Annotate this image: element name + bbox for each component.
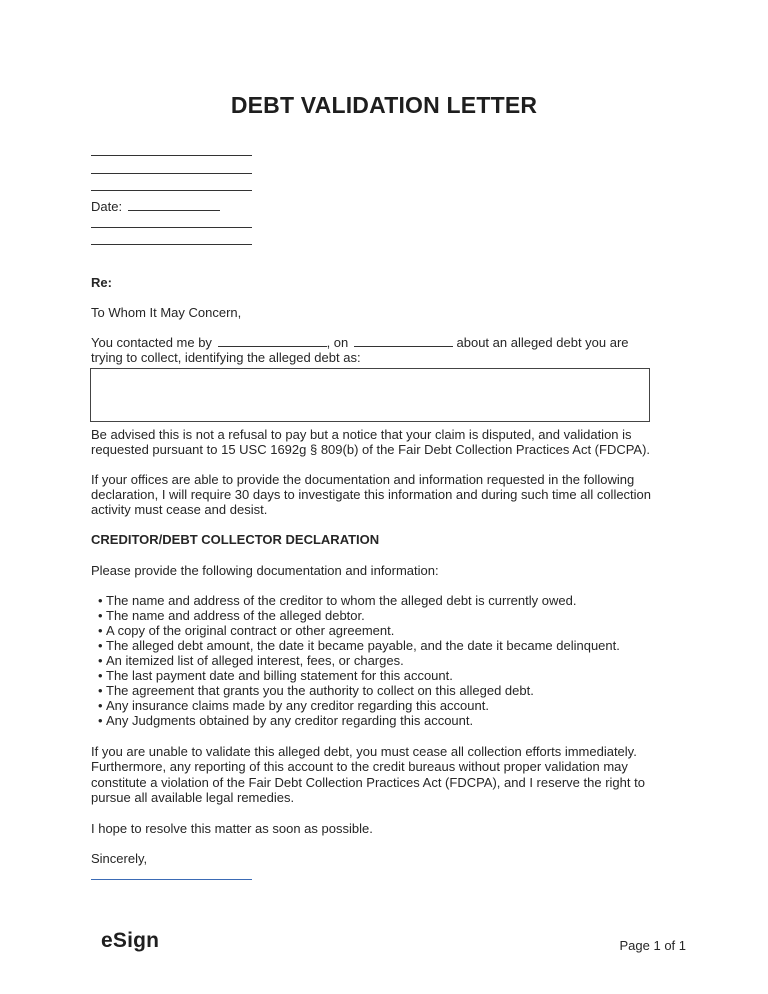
contact-text-2: , on	[326, 335, 349, 350]
list-item: • The alleged debt amount, the date it became payable, and the date it became delinquent.	[98, 638, 620, 653]
unable-line-4: pursue all available legal remedies.	[91, 790, 295, 805]
date-row	[91, 199, 220, 214]
list-item: • An itemized list of alleged interest, fees, or charges.	[98, 653, 620, 668]
document-title: DEBT VALIDATION LETTER	[230, 92, 538, 118]
declaration-heading: CREDITOR/DEBT COLLECTOR DECLARATION	[91, 532, 380, 547]
signature-field[interactable]	[91, 879, 252, 880]
date-field[interactable]	[128, 199, 220, 211]
list-item: • Any Judgments obtained by any creditor regarding this account.	[98, 713, 620, 728]
esign-logo: eSign	[101, 929, 160, 952]
contact-date-field[interactable]	[354, 335, 453, 347]
date-label: Date:	[91, 199, 123, 214]
requests-list	[98, 593, 620, 728]
contact-method-field[interactable]	[218, 335, 327, 347]
offices-line-2: declaration, I will require 30 days to investigate this information and during such time all collection	[91, 487, 652, 502]
re-label: Re:	[91, 275, 112, 290]
sign-off: Sincerely,	[91, 851, 148, 866]
sender-city-line[interactable]	[91, 190, 252, 191]
page-number: Page 1 of 1	[619, 938, 686, 953]
unable-line-3: constitute a violation of the Fair Debt Collection Practices Act (FDCPA), and I reserve the right to	[91, 775, 645, 790]
salutation: To Whom It May Concern,	[91, 305, 242, 320]
contact-text-3: about an alleged debt you are	[456, 335, 629, 350]
list-item: • The agreement that grants you the authority to collect on this alleged debt.	[98, 683, 620, 698]
sender-name-line[interactable]	[91, 155, 252, 156]
advised-line-2: requested pursuant to 15 USC 1692g § 809(b) of the Fair Debt Collection Practices Act (FDCPA).	[91, 442, 651, 457]
alleged-debt-field[interactable]	[90, 368, 650, 422]
sender-address-line[interactable]	[91, 173, 252, 174]
contact-line-1	[91, 335, 629, 350]
contact-line-2: trying to collect, identifying the alleged debt as:	[91, 350, 361, 365]
list-item: • Any insurance claims made by any creditor regarding this account.	[98, 698, 620, 713]
contact-text-1: You contacted me by	[91, 335, 212, 350]
list-item: • The last payment date and billing statement for this account.	[98, 668, 620, 683]
list-item: • The name and address of the creditor to whom the alleged debt is currently owed.	[98, 593, 620, 608]
provide-intro: Please provide the following documentation and information:	[91, 563, 439, 578]
recipient-name-line[interactable]	[91, 227, 252, 228]
list-item: • A copy of the original contract or other agreement.	[98, 623, 620, 638]
recipient-address-line[interactable]	[91, 244, 252, 245]
advised-line-1: Be advised this is not a refusal to pay but a notice that your claim is disputed, and validation is	[91, 427, 632, 442]
offices-line-3: activity must cease and desist.	[91, 502, 268, 517]
closing-hope: I hope to resolve this matter as soon as possible.	[91, 821, 373, 836]
offices-line-1: If your offices are able to provide the documentation and information requested in the following	[91, 472, 635, 487]
unable-line-2: Furthermore, any reporting of this account to the credit bureaus without proper validation may	[91, 759, 628, 774]
list-item: • The name and address of the alleged debtor.	[98, 608, 620, 623]
unable-line-1: If you are unable to validate this alleged debt, you must cease all collection efforts immediately.	[91, 744, 637, 759]
